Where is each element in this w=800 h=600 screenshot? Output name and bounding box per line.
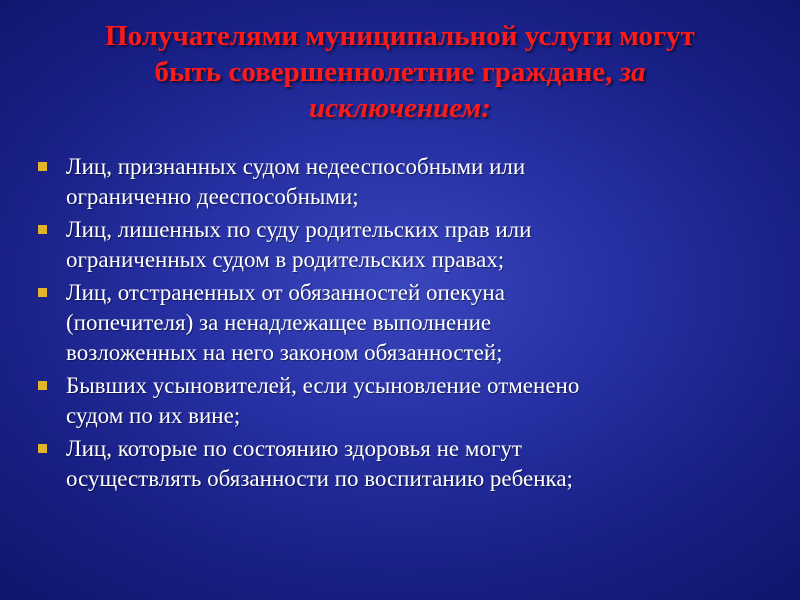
list-item-line: Лиц, которые по состоянию здоровья не могут — [66, 436, 522, 461]
list-item-line: Лиц, признанных судом недееспособными или — [66, 154, 526, 179]
list-item — [36, 215, 736, 275]
list-item-line: Лиц, лишенных по суду родительских прав или — [66, 217, 532, 242]
title-line-1: Получателями муниципальной услуги могут — [105, 20, 695, 52]
list-item-line: Бывших усыновителей, если усыновление отменено — [66, 373, 580, 398]
list-item-line: возложенных на него законом обязанностей; — [66, 340, 503, 365]
list-item-line: судом по их вине; — [66, 403, 241, 428]
square-bullet-icon — [38, 444, 47, 453]
list-item — [36, 152, 736, 212]
bullet-list — [36, 152, 736, 497]
list-item-line: ограниченных судом в родительских правах; — [66, 247, 505, 272]
list-item-line: осуществлять обязанности по воспитанию ребенка; — [66, 466, 573, 491]
list-item — [36, 371, 736, 431]
square-bullet-icon — [38, 162, 47, 171]
square-bullet-icon — [38, 288, 47, 297]
list-item-line: Лиц, отстраненных от обязанностей опекуна — [66, 280, 505, 305]
list-item-line: (попечителя) за ненадлежащее выполнение — [66, 310, 492, 335]
square-bullet-icon — [38, 381, 47, 390]
title-line-2 — [20, 54, 780, 90]
slide-title — [20, 18, 780, 126]
list-item — [36, 434, 736, 494]
title-line-2-italic: за — [619, 56, 646, 88]
list-item-line: ограниченно дееспособными; — [66, 184, 359, 209]
title-line-3: исключением: — [309, 92, 491, 124]
title-line-2-regular: быть совершеннолетние граждане, — [154, 56, 613, 88]
list-item — [36, 278, 736, 368]
square-bullet-icon — [38, 225, 47, 234]
